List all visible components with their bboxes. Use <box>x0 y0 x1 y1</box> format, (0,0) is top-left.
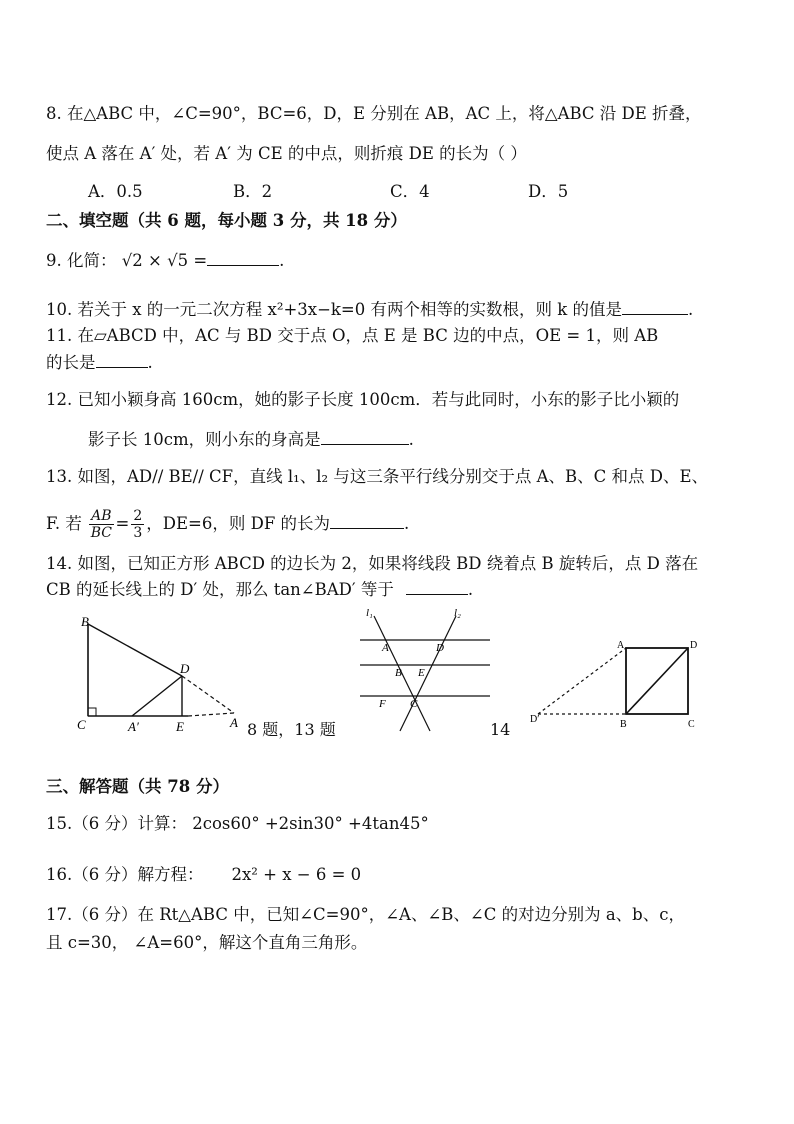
q14-answer-blank[interactable] <box>406 580 468 595</box>
label-c: C <box>77 717 86 732</box>
label-d: D <box>690 640 698 651</box>
q14-line2-text: CB 的延长线上的 D′ 处，那么 tan∠BAD′ 等于 <box>46 580 394 599</box>
q9-line <box>46 250 284 272</box>
q8-option-b: B．2 <box>233 182 273 201</box>
q16-equation: 2x² + x − 6 = 0 <box>231 865 362 884</box>
q14-end: . <box>467 580 474 599</box>
section3-heading: 三、解答题（共 78 分） <box>46 777 229 796</box>
label-d: D <box>180 661 190 676</box>
q8-option-d: D．5 <box>528 182 569 201</box>
q13-end: . <box>404 514 410 533</box>
label-a: A <box>382 642 389 654</box>
segment-ea-dashed <box>188 713 234 716</box>
q13-line2-prefix: F. 若 <box>46 514 82 533</box>
label-l1: l₁ <box>366 607 373 619</box>
q13-answer-blank[interactable] <box>330 514 404 529</box>
segment-da-dashed <box>182 676 234 713</box>
label-e: E <box>418 667 425 679</box>
figure-q14-square <box>528 632 708 732</box>
q13-fraction-ab-bc <box>89 508 113 541</box>
q10-text: 10. 若关于 x 的一元二次方程 x²+3x−k=0 有两个相等的实数根，则 k 的值是 <box>46 300 622 319</box>
label-l2: l₂ <box>454 607 461 619</box>
segment-bd <box>88 624 182 676</box>
figure-q8-triangle <box>70 612 270 742</box>
q13-equals: = <box>115 514 130 533</box>
figure3-caption: 14 <box>490 720 511 739</box>
label-d-prime: D′ <box>530 714 540 725</box>
section2-heading: 二、填空题（共 6 题，每小题 3 分，共 18 分） <box>46 211 407 230</box>
q8-line2: 使点 A 落在 A′ 处，若 A′ 为 CE 的中点，则折痕 DE 的长为（ ） <box>46 144 527 163</box>
q13-line2 <box>46 505 409 543</box>
q9-end: . <box>279 251 285 270</box>
q9-prefix: 9. 化简： <box>46 251 117 270</box>
label-c: C <box>688 719 695 730</box>
q13-frac-denominator: BC <box>90 525 112 541</box>
label-a-prime: A′ <box>128 719 139 734</box>
q10-line <box>46 299 693 321</box>
q8-line1: 8. 在△ABC 中，∠C=90°，BC=6，D，E 分别在 AB，AC 上，将△ABC 沿 DE 折叠， <box>46 104 702 123</box>
figure-q13-parallel-lines <box>352 606 497 736</box>
right-angle-mark <box>88 708 96 716</box>
q9-expression: √2 × √5 = <box>121 251 208 270</box>
segment-d-prime-a <box>538 648 626 714</box>
q10-end: . <box>687 300 694 319</box>
q10-answer-blank[interactable] <box>622 300 688 315</box>
q12-line2 <box>88 429 414 451</box>
q12-answer-blank[interactable] <box>321 430 409 445</box>
q12-end: . <box>408 430 414 449</box>
figure1-caption: 8 题，13 题 <box>247 720 336 739</box>
q13-frac-numerator: AB <box>91 508 112 524</box>
q17-line1: 17.（6 分）在 Rt△ABC 中，已知∠C=90°，∠A、∠B、∠C 的对边分别为 a、b、c， <box>46 905 685 924</box>
q13-frac2-denominator: 3 <box>133 525 143 541</box>
label-b: B <box>395 667 402 679</box>
segment-da-prime <box>132 676 182 716</box>
q14-line1: 14. 如图，已知正方形 ABCD 的边长为 2，如果将线段 BD 绕着点 B 旋转后，点 D 落在 <box>46 554 699 573</box>
line-l2 <box>400 616 456 731</box>
diagonal-bd <box>626 648 688 714</box>
label-a: A <box>230 715 238 730</box>
q11-answer-blank[interactable] <box>96 353 148 368</box>
q11-end: . <box>147 353 153 372</box>
q12-line2-text: 影子长 10cm，则小东的身高是 <box>88 430 321 449</box>
q8-option-a: A．0.5 <box>88 182 143 201</box>
q13-fraction-2-3 <box>131 508 144 541</box>
q9-answer-blank[interactable] <box>207 251 279 266</box>
label-d: D <box>436 642 444 654</box>
label-b: B <box>620 719 627 730</box>
label-f: F <box>379 698 386 710</box>
q11-line1: 11. 在▱ABCD 中，AC 与 BD 交于点 O，点 E 是 BC 边的中点，OE = 1，则 AB <box>46 326 659 345</box>
q11-line2 <box>46 352 153 374</box>
q17-line2: 且 c=30， ∠A=60°，解这个直角三角形。 <box>46 933 368 952</box>
q16-prefix: 16.（6 分）解方程： <box>46 865 204 884</box>
q15-line: 15.（6 分）计算： 2cos60° +2sin30° +4tan45° <box>46 814 429 833</box>
label-e: E <box>176 719 184 734</box>
q16-line <box>46 864 361 886</box>
label-c: C <box>410 698 418 710</box>
q14-line2 <box>46 579 473 601</box>
q12-line1: 12. 已知小颖身高 160cm，她的影子长度 100cm．若与此同时，小东的影子比小颖的 <box>46 390 680 409</box>
q11-line2-text: 的长是 <box>46 353 96 372</box>
label-b: B <box>81 614 89 629</box>
q13-line1: 13. 如图，AD// BE// CF，直线 l₁、l₂ 与这三条平行线分别交于点 A、B、C 和点 D、E、 <box>46 467 709 486</box>
label-a: A <box>617 640 625 651</box>
q8-option-c: C．4 <box>390 182 430 201</box>
q13-frac2-numerator: 2 <box>133 508 143 524</box>
q13-line2-suffix: ，DE=6，则 DF 的长为 <box>146 514 331 533</box>
